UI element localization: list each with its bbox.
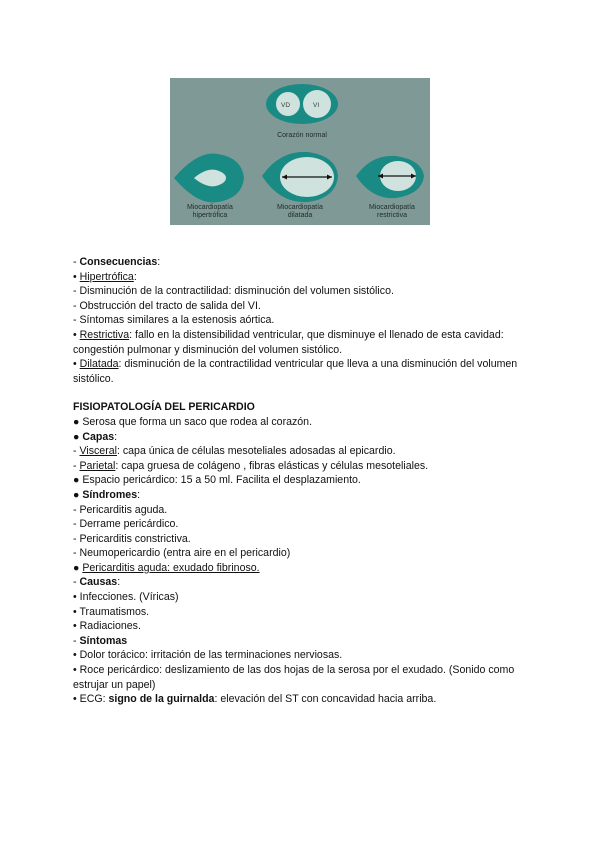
sindromes-item-3: - Pericarditis constrictiva. [73,532,191,545]
cardiomyopathy-diagram [170,78,430,225]
restrictiva-item: • Restrictiva: fallo en la distensibilidad ventricular, que disminuye el llenado de esta cavidad: congestión pulmonar y disminución del volumen sistólico. [73,328,504,356]
consecuencias-heading: - Consecuencias: [73,256,161,268]
consecuencias-item-3: - Síntomas similares a la estenosis aórtica. [73,314,275,327]
consecuencias-item-1: - Disminución de la contractilidad: disminución del volumen sistólico. [73,285,394,298]
normal-heart [266,84,338,139]
restrictive-label-2: restrictiva [377,212,407,219]
sintomas-item-1: • Dolor torácico: irritación de las terminaciones nerviosas. [73,649,343,662]
aguda-heading: ● Pericarditis aguda: exudado fibrinoso. [73,561,260,574]
sindromes-item-1: - Pericarditis aguda. [73,503,168,516]
sindromes-item-4: - Neumopericardio (entra aire en el pericardio) [73,547,291,560]
vd-label: VD [281,102,291,109]
consecuencias-item-2: - Obstrucción del tracto de salida del VI. [73,299,261,312]
dilated-label-1: Miocardiopatía [277,204,323,211]
ecg-item: • ECG: signo de la guirnalda: elevación del ST con concavidad hacia arriba. [73,693,437,706]
dilated-heart [262,152,338,219]
visceral-item: - Visceral: capa única de células mesoteliales adosadas al epicardio. [73,445,396,458]
restrictive-label-1: Miocardiopatía [369,204,415,211]
espacio-item: ● Espacio pericárdico: 15 a 50 ml. Facilita el desplazamiento. [73,474,361,487]
capas-heading: ● Capas: [73,430,118,443]
dilated-label-2: dilatada [287,212,313,219]
sindromes-item-2: - Derrame pericárdico. [73,518,179,531]
hypertrophic-label-2: hipertrófica [192,212,228,219]
vi-label: VI [313,102,320,109]
dilatada-item: • Dilatada: disminución de la contractilidad ventricular que lleva a una disminución del volumen sistólico. [73,358,518,385]
normal-heart-label: Corazón normal [277,132,327,139]
cardiomyopathy-figure [170,78,430,225]
document-body [73,255,543,707]
restrictive-heart [356,156,424,219]
sintomas-item-2: • Roce pericárdico: deslizamiento de las dos hojas de la serosa por el exudado. (Sonido como estrujar un papel) [73,664,515,691]
serosa-item: ● Serosa que forma un saco que rodea al corazón. [73,415,313,428]
sintomas-heading: - Síntomas [73,634,128,647]
causas-item-1: • Infecciones. (Víricas) [73,591,179,604]
pericardio-title: FISIOPATOLOGÍA DEL PERICARDIO [73,401,255,414]
causas-item-3: • Radiaciones. [73,620,141,633]
hipertrofica-heading: • Hipertrófica: [73,270,137,283]
hypertrophic-label-1: Miocardiopatía [187,204,233,211]
parietal-item: - Parietal: capa gruesa de colágeno , fibras elásticas y células mesoteliales. [73,459,429,472]
sindromes-heading: ● Síndromes: [73,488,141,501]
causas-item-2: • Traumatismos. [73,605,150,618]
causas-heading: - Causas: [73,576,121,589]
hypertrophic-heart [174,154,244,220]
